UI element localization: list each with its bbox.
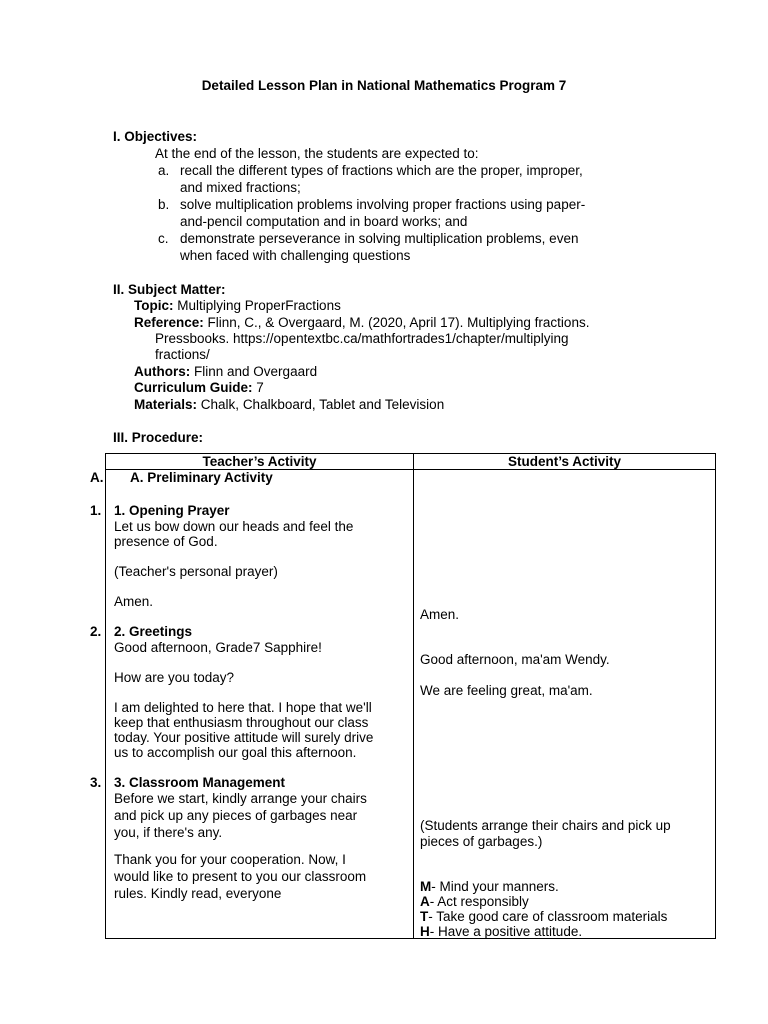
topic-value: Multiplying ProperFractions [177, 298, 341, 313]
teacher-text: presence of God. [114, 534, 218, 549]
reference-value: fractions/ [155, 347, 210, 362]
procedure-table [105, 453, 716, 939]
table-row [106, 470, 716, 939]
opening-prayer-heading: 1. Opening Prayer [114, 503, 230, 518]
rule-text: - Act responsibly [429, 894, 529, 909]
teacher-text: Let us bow down our heads and feel the [114, 519, 354, 534]
objective-text: solve multiplication problems involving proper fractions using paper- [180, 197, 586, 212]
row-marker-2: 2. [90, 624, 102, 639]
subject-matter-heading: II. Subject Matter: [113, 282, 226, 297]
teacher-text: us to accomplish our goal this afternoon. [114, 745, 357, 760]
materials-label: Materials: [134, 397, 198, 412]
topic-line [134, 297, 341, 314]
preliminary-activity: A. Preliminary Activity [130, 470, 273, 485]
student-text: Amen. [420, 607, 460, 622]
rule-letter: A [420, 894, 430, 909]
teacher-text: would like to present to you our classroom [114, 869, 367, 884]
teacher-text: How are you today? [114, 670, 235, 685]
student-text: pieces of garbages.) [420, 834, 543, 849]
student-activity-header: Student’s Activity [414, 454, 716, 470]
teacher-text: rules. Kindly read, everyone [114, 886, 282, 901]
teacher-text: you, if there's any. [114, 825, 223, 840]
reference-value: Pressbooks. https://opentextbc.ca/mathfortrades1/chapter/multiplying [155, 331, 569, 346]
student-text: Good afternoon, ma'am Wendy. [420, 652, 610, 667]
objective-text: and mixed fractions; [180, 180, 301, 195]
teacher-text: and pick up any pieces of garbages near [114, 808, 358, 823]
objective-marker: c. [158, 231, 169, 246]
classroom-management-heading: 3. Classroom Management [114, 775, 286, 790]
authors-label: Authors: [134, 364, 191, 379]
objective-text: recall the different types of fractions which are the proper, improper, [180, 163, 583, 178]
teacher-text: keep that enthusiasm throughout our class [114, 715, 369, 730]
teacher-text: today. Your positive attitude will surely drive [114, 730, 374, 745]
rule-text: - Have a positive attitude. [429, 924, 583, 939]
rule-letter: H [420, 924, 430, 939]
student-text: We are feeling great, ma'am. [420, 683, 593, 698]
reference-value: Flinn, C., & Overgaard, M. (2020, April 17). Multiplying fractions. [207, 315, 590, 330]
guide-line [134, 379, 264, 396]
teacher-text: Before we start, kindly arrange your chairs [114, 791, 367, 806]
reference-line [134, 314, 589, 331]
row-marker-3: 3. [90, 775, 102, 790]
teacher-text: (Teacher's personal prayer) [114, 564, 278, 579]
teacher-activity-header: Teacher’s Activity [106, 454, 414, 470]
guide-value: 7 [256, 380, 264, 395]
row-marker-a: A. [90, 470, 104, 485]
reference-label: Reference: [134, 315, 204, 330]
teacher-text: Amen. [114, 594, 154, 609]
objectives-intro: At the end of the lesson, the students are expected to: [155, 146, 479, 161]
procedure-heading: III. Procedure: [113, 430, 204, 445]
objective-text: demonstrate perseverance in solving multiplication problems, even [180, 231, 579, 246]
greetings-heading: 2. Greetings [114, 624, 193, 639]
guide-label: Curriculum Guide: [134, 380, 253, 395]
rule-text: - Mind your manners. [431, 879, 559, 894]
rule-item [420, 923, 582, 940]
materials-value: Chalk, Chalkboard, Tablet and Television [200, 397, 445, 412]
topic-label: Topic: [134, 298, 174, 313]
objective-text: and-pencil computation and in board works; and [180, 214, 468, 229]
teacher-text: I am delighted to here that. I hope that we'll [114, 700, 372, 715]
rule-letter: M [420, 879, 432, 894]
student-text: (Students arrange their chairs and pick up [420, 818, 671, 833]
teacher-text: Thank you for your cooperation. Now, I [114, 852, 346, 867]
student-activity-cell [414, 470, 716, 939]
objective-text: when faced with challenging questions [180, 248, 411, 263]
authors-value: Flinn and Overgaard [194, 364, 318, 379]
objective-marker: a. [158, 163, 170, 178]
row-marker-1: 1. [90, 503, 102, 518]
objectives-heading: I. Objectives: [113, 129, 198, 144]
rule-letter: T [420, 909, 429, 924]
authors-line [134, 363, 317, 380]
rule-text: - Take good care of classroom materials [428, 909, 668, 924]
teacher-text: Good afternoon, Grade7 Sapphire! [114, 640, 322, 655]
materials-line [134, 396, 444, 413]
teacher-activity-cell [106, 470, 414, 939]
document-title: Detailed Lesson Plan in National Mathematics Program 7 [201, 78, 567, 93]
objective-marker: b. [158, 197, 170, 212]
table-header-row [106, 454, 716, 470]
